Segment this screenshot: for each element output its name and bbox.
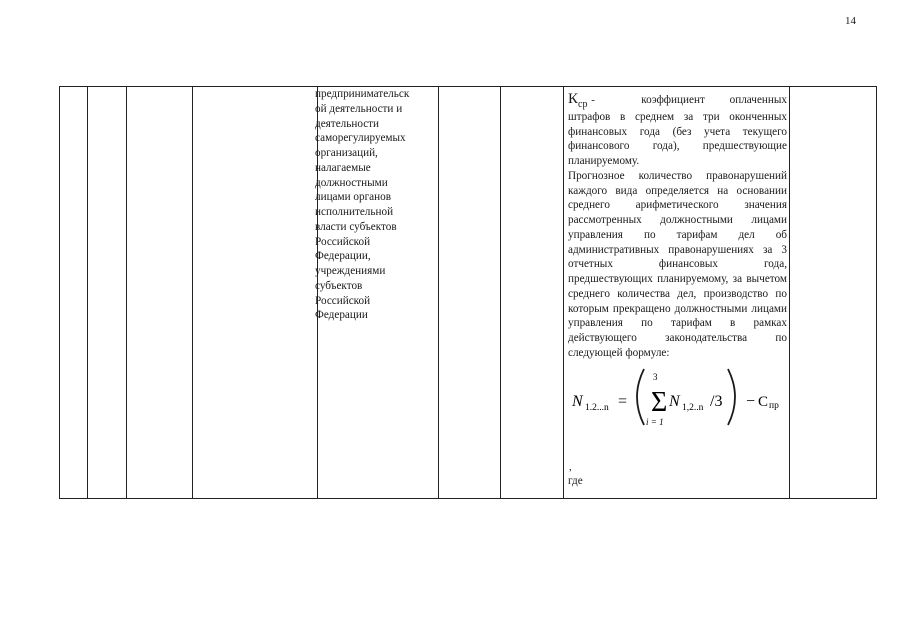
column-divider: [87, 87, 88, 498]
right-paren: [728, 369, 735, 425]
document-table: [59, 86, 877, 499]
org-line: предпринимательск: [315, 88, 410, 100]
org-line: Российской: [315, 235, 371, 248]
forecast-paragraph: Прогнозное количество правонарушений каждого вида определяется на основании среднего арифметического значения рассмотренных должностными лицами управления по тарифам дел об административных правонарушениях за 3 отчетных финансовых года, предшествующих планируемому, за вычетом среднего количества дел, производство по которым прекращено должностными лицами управления по тарифам в рамках действующего законодательства по следующей формуле:: [568, 169, 787, 359]
coefficient-symbol: $К_{ср}$ -: [568, 91, 595, 110]
coefficient-text: штрафов в среднем за три оконченных финансовых года (без учета текущего финансового года), предшествующие планируемому.: [568, 110, 787, 167]
column-divider: [563, 87, 564, 498]
formula-comma: ,: [569, 461, 572, 473]
formula-lhs-var: N: [572, 392, 583, 410]
org-line: власти субъектов: [315, 220, 397, 233]
org-line: организаций,: [315, 147, 378, 159]
column-divider: [789, 87, 790, 498]
formula-sum-sub: 1,2..n: [682, 402, 704, 413]
org-line: Российской: [315, 294, 371, 307]
sum-upper-limit: 3: [653, 371, 658, 382]
org-line: должностными: [315, 176, 388, 189]
org-line: саморегулируемых: [315, 132, 406, 145]
org-line: исполнительной: [315, 206, 394, 218]
formula-minus: −: [746, 392, 756, 410]
formula-graphic: [568, 365, 787, 429]
sum-lower-limit: i = 1: [646, 416, 664, 427]
org-line: учреждениями: [315, 265, 386, 277]
column-divider: [500, 87, 501, 498]
formula-equals: =: [618, 392, 628, 410]
formula-sum-var: N: [669, 392, 680, 410]
page-number: 14: [845, 15, 856, 27]
org-line: Федерации,: [315, 250, 371, 263]
org-line: налагаемые: [315, 161, 371, 174]
formula-divisor: /3: [710, 392, 723, 410]
column-divider: [192, 87, 193, 498]
sigma-icon: Σ: [651, 386, 668, 418]
column-divider: [438, 87, 439, 498]
org-line: субъектов: [315, 279, 363, 292]
org-line: Федерации: [315, 309, 368, 322]
formula-c-sub: пр: [769, 400, 779, 411]
column-divider: [126, 87, 127, 498]
organization-cell: [315, 87, 436, 323]
formula-c-var: С: [758, 393, 769, 410]
org-line: ой деятельности и: [315, 102, 403, 115]
org-line: лицами органов: [315, 191, 391, 204]
formula-lhs-sub: 1.2...n: [585, 402, 609, 413]
coefficient-text-first: коэффициент оплаченных: [641, 94, 787, 106]
formula: [568, 365, 787, 429]
description-cell: [568, 92, 787, 429]
left-paren: [637, 369, 644, 425]
org-line: деятельности: [315, 117, 380, 130]
where-label: где: [568, 475, 583, 487]
